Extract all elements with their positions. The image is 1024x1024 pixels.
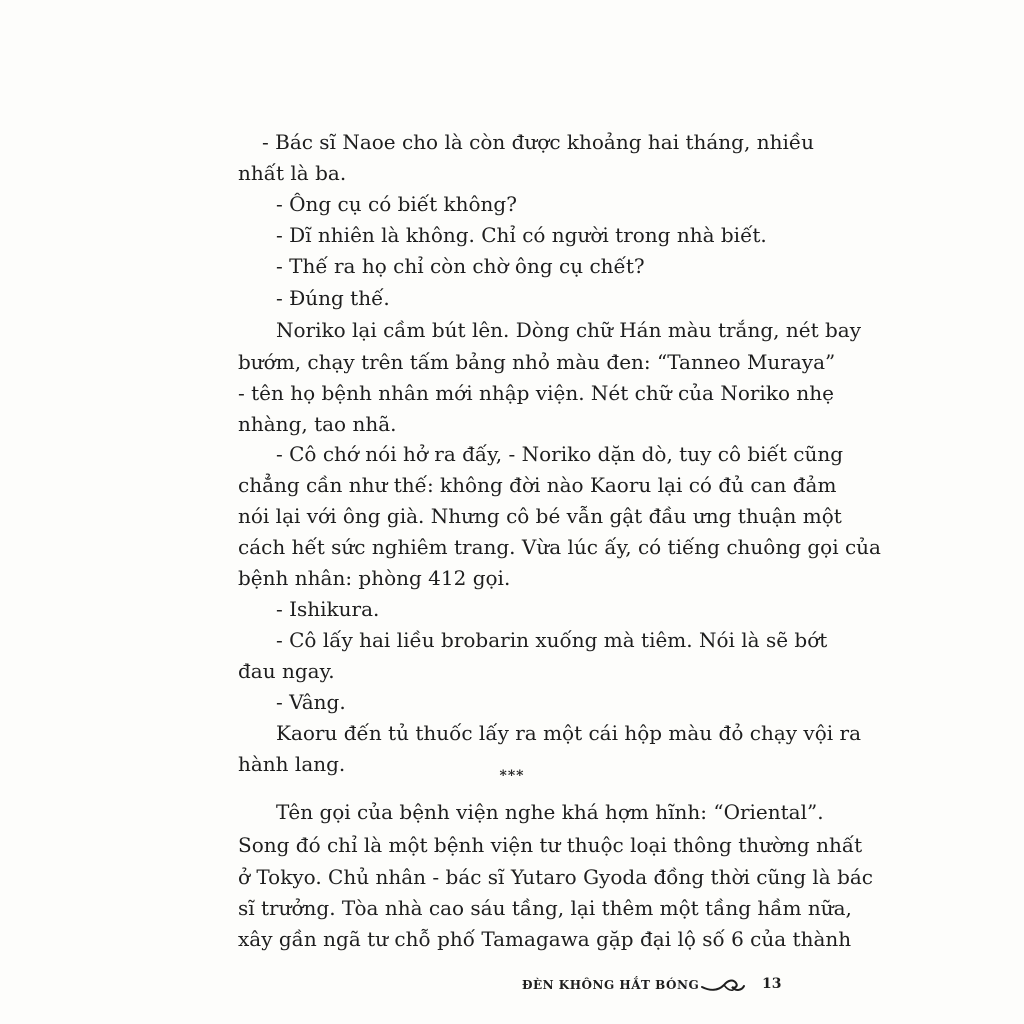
text-line: Tên gọi của bệnh viện nghe khá hợm hĩnh: “Oriental”. (276, 800, 824, 824)
text-line: - Cô lấy hai liều brobarin xuống mà tiêm. Nói là sẽ bớt (276, 628, 828, 652)
text-line: chẳng cần như thế: không đời nào Kaoru lại có đủ can đảm (238, 473, 837, 497)
text-line: nhàng, tao nhã. (238, 412, 397, 436)
text-line: - Đúng thế. (276, 286, 390, 310)
text-line: - tên họ bệnh nhân mới nhập viện. Nét chữ của Noriko nhẹ (238, 381, 834, 405)
text-line: hành lang. (238, 752, 346, 776)
swash-ornament-icon (700, 975, 746, 995)
text-line: ở Tokyo. Chủ nhân - bác sĩ Yutaro Gyoda đồng thời cũng là bác (238, 865, 873, 889)
page-footer (500, 975, 790, 997)
text-line: bệnh nhân: phòng 412 gọi. (238, 566, 511, 590)
section-separator: *** (499, 768, 525, 784)
text-line: - Cô chớ nói hở ra đấy, - Noriko dặn dò, tuy cô biết cũng (276, 442, 844, 466)
text-line: - Vâng. (276, 690, 346, 714)
text-line: - Thế ra họ chỉ còn chờ ông cụ chết? (276, 254, 645, 278)
text-line: nhất là ba. (238, 161, 347, 185)
text-line: - Dĩ nhiên là không. Chỉ có người trong nhà biết. (276, 223, 767, 247)
page-number: 13 (762, 976, 782, 992)
text-line: cách hết sức nghiêm trang. Vừa lúc ấy, có tiếng chuông gọi của (238, 535, 881, 559)
text-line: bướm, chạy trên tấm bảng nhỏ màu đen: “Tanneo Muraya” (238, 350, 836, 374)
running-title: ĐÈN KHÔNG HẮT BÓNG (522, 978, 700, 992)
text-line: - Ông cụ có biết không? (276, 192, 517, 216)
text-line: xây gần ngã tư chỗ phố Tamagawa gặp đại lộ số 6 của thành (238, 927, 852, 951)
text-line: sĩ trưởng. Tòa nhà cao sáu tầng, lại thêm một tầng hầm nữa, (238, 896, 852, 920)
text-line: Noriko lại cầm bút lên. Dòng chữ Hán màu trắng, nét bay (276, 318, 861, 342)
text-line: đau ngay. (238, 659, 335, 683)
text-line: nói lại với ông già. Nhưng cô bé vẫn gật đầu ưng thuận một (238, 504, 842, 528)
text-line: - Ishikura. (276, 597, 380, 621)
text-line: Kaoru đến tủ thuốc lấy ra một cái hộp màu đỏ chạy vội ra (276, 721, 861, 745)
text-line: - Bác sĩ Naoe cho là còn được khoảng hai tháng, nhiều (262, 130, 815, 154)
text-line: Song đó chỉ là một bệnh viện tư thuộc loại thông thường nhất (238, 833, 863, 857)
